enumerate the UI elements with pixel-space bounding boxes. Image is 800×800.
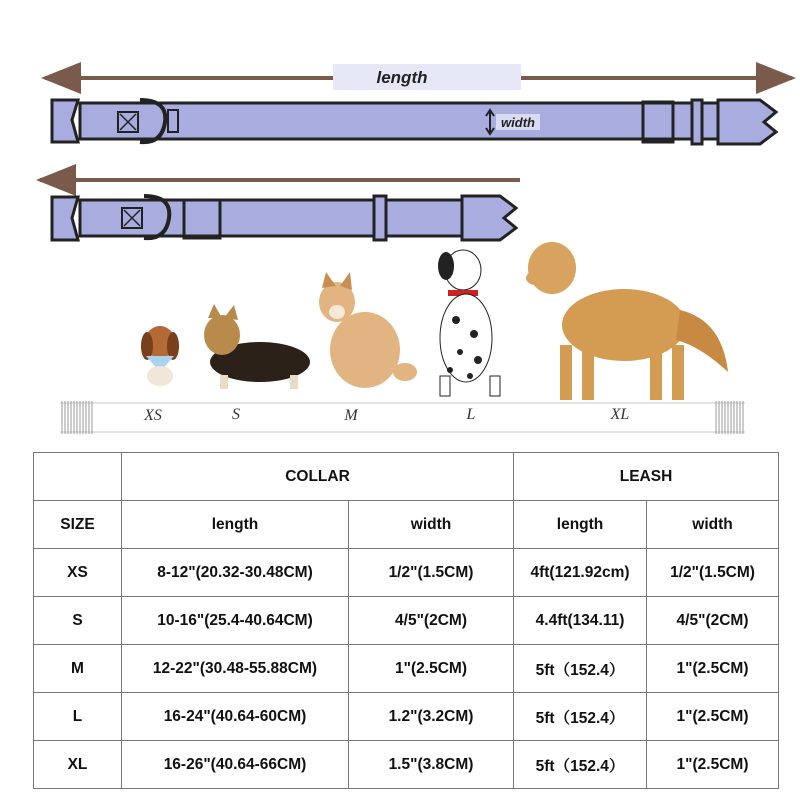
table-row	[34, 549, 779, 597]
table-row	[34, 645, 779, 693]
dog-dalmatian-icon	[438, 250, 500, 396]
collar-width-cell: 1.5"(3.8CM)	[349, 741, 514, 789]
table-row	[34, 597, 779, 645]
leash-width-cell: 1"(2.5CM)	[647, 645, 779, 693]
leash-header: LEASH	[514, 453, 779, 501]
collar-short-illustration	[52, 196, 516, 240]
leash-length-cell: 5ft（152.4）	[514, 741, 647, 789]
length-label: length	[376, 68, 428, 87]
collar-width-cell: 1"(2.5CM)	[349, 645, 514, 693]
length-arrow	[45, 64, 792, 90]
collar-width-cell: 4/5"(2CM)	[349, 597, 514, 645]
leash-length-cell: 5ft（152.4）	[514, 645, 647, 693]
collar-length-header: length	[122, 501, 349, 549]
leash-length-cell: 5ft（152.4）	[514, 693, 647, 741]
table-corner-cell	[34, 453, 122, 501]
size-label-xs: XS	[144, 407, 162, 424]
table-row	[34, 741, 779, 789]
leash-width-cell: 1"(2.5CM)	[647, 741, 779, 789]
size-chart-table	[33, 452, 779, 789]
dog-basset-icon	[141, 326, 179, 386]
size-cell: XL	[34, 741, 122, 789]
collar-long-illustration	[52, 100, 776, 144]
table-group-header-row	[34, 453, 779, 501]
leash-length-header: length	[514, 501, 647, 549]
width-label: width	[501, 115, 535, 130]
size-cell: M	[34, 645, 122, 693]
table-column-header-row	[34, 501, 779, 549]
leash-width-cell: 1/2"(1.5CM)	[647, 549, 779, 597]
collar-width-cell: 1.2"(3.2CM)	[349, 693, 514, 741]
size-label-l: L	[466, 406, 476, 423]
size-label-xl: XL	[610, 406, 630, 423]
collar-length-cell: 16-24"(40.64-60CM)	[122, 693, 349, 741]
size-label-m: M	[344, 407, 358, 424]
dog-shiba-icon	[319, 272, 417, 388]
leash-width-cell: 4/5"(2CM)	[647, 597, 779, 645]
collar-length-cell: 8-12"(20.32-30.48CM)	[122, 549, 349, 597]
leash-length-cell: 4.4ft(134.11)	[514, 597, 647, 645]
leash-width-header: width	[647, 501, 779, 549]
size-ruler	[60, 401, 745, 434]
size-cell: L	[34, 693, 122, 741]
size-cell: S	[34, 597, 122, 645]
size-cell: XS	[34, 549, 122, 597]
dog-corgi-icon	[204, 304, 310, 389]
collar-length-cell: 10-16"(25.4-40.64CM)	[122, 597, 349, 645]
collar-header: COLLAR	[122, 453, 514, 501]
table-row	[34, 693, 779, 741]
leash-length-cell: 4ft(121.92cm)	[514, 549, 647, 597]
size-label-s: S	[232, 406, 240, 423]
size-column-header: SIZE	[34, 501, 122, 549]
collar-length-cell: 16-26"(40.64-66CM)	[122, 741, 349, 789]
leash-width-cell: 1"(2.5CM)	[647, 693, 779, 741]
collar-width-cell: 1/2"(1.5CM)	[349, 549, 514, 597]
dog-golden-retriever-icon	[526, 242, 728, 400]
collar-width-header: width	[349, 501, 514, 549]
collar-length-cell: 12-22"(30.48-55.88CM)	[122, 645, 349, 693]
